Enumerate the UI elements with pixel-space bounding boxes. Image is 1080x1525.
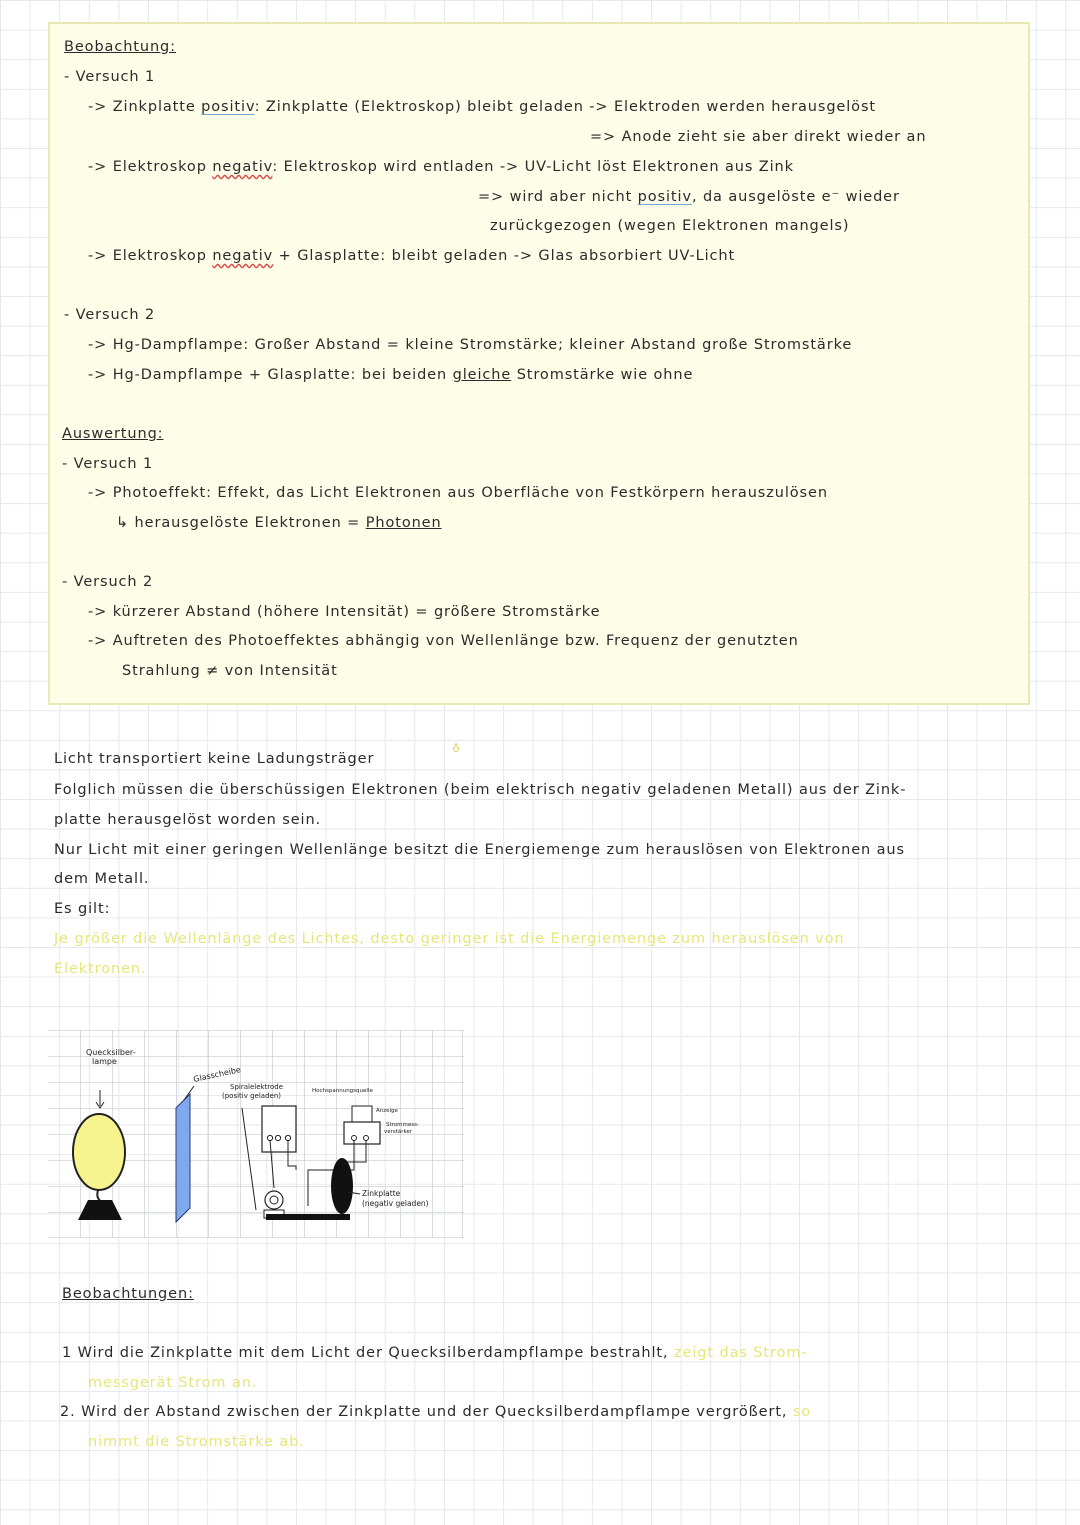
observation-text: Wird die Zinkplatte mit dem Licht der Quecksilberdampflampe bestrahlt, [77, 1345, 669, 1361]
text: , da ausgelöste e⁻ wieder [691, 189, 900, 205]
obs-v1-line6 [88, 247, 735, 265]
observation-text: Wird der Abstand zwischen der Zinkplatte und der Quecksilberdampflampe vergrößert, [81, 1404, 788, 1420]
experiment-sketch [48, 1030, 464, 1238]
lamp-label-1: Quecksilber- [86, 1048, 136, 1057]
lamp-neck [97, 1190, 100, 1200]
observation-text-yellow: zeigt das Strom- [674, 1345, 808, 1361]
rule-line-1: Je größer die Wellenlänge des Lichtes, desto geringer ist die Energiemenge zum herauslösen von [54, 931, 845, 947]
obs-versuch2-title: - Versuch 2 [64, 307, 156, 323]
text: -> Elektroskop [88, 248, 213, 264]
text: ↳ herausgelöste Elektronen = [116, 515, 366, 531]
text: : Elektroskop wird entladen -> UV-Licht löst Elektronen aus Zink [272, 159, 794, 175]
observation-2-cont: nimmt die Stromstärke ab. [88, 1434, 305, 1450]
highlighted-word: positiv [201, 99, 255, 115]
heading-observation: Beobachtung: [64, 39, 176, 55]
eval-versuch2-title: - Versuch 2 [62, 574, 154, 590]
text: -> Elektroskop [88, 159, 213, 175]
display-unit [352, 1106, 372, 1122]
lamp-label-2: lampe [92, 1057, 117, 1066]
eval-v2-line1: -> kürzerer Abstand (höhere Intensität) = größere Stromstärke [88, 604, 601, 620]
highlighted-word: gleiche [452, 367, 512, 383]
observation-2 [60, 1403, 811, 1421]
heading-evaluation: Auswertung: [62, 426, 164, 442]
spiral-electrode [265, 1191, 283, 1209]
eval-v1-line2 [116, 514, 442, 532]
obs-v1-line4 [478, 188, 900, 206]
observation-text-yellow: so [792, 1404, 812, 1420]
display-label: Anzeige [376, 1108, 398, 1114]
electrode-label-1: Spiralelektrode [230, 1083, 284, 1091]
glass-label: Glasscheibe [192, 1065, 242, 1084]
text: + Glasplatte: bleibt geladen -> Glas absorbiert UV-Licht [273, 248, 736, 264]
mercury-lamp-bulb [73, 1114, 125, 1190]
zinc-label-2: (negativ geladen) [362, 1199, 429, 1208]
text-line-5: dem Metall. [54, 871, 150, 887]
lightbulb-icon: ♁ [452, 742, 461, 755]
highlighted-word: positiv [637, 189, 692, 205]
zinc-label-1: Zinkplatte [362, 1189, 401, 1198]
electrode-lead [242, 1108, 256, 1210]
voltage-source-label: Hochspannungsquelle [312, 1088, 373, 1094]
zinc-plate [331, 1158, 353, 1214]
optical-bench [266, 1214, 350, 1220]
obs-v2-line1: -> Hg-Dampflampe: Großer Abstand = kleine Stromstärke; kleiner Abstand große Stromstärke [88, 337, 853, 353]
text-line-6: Es gilt: [54, 901, 111, 917]
observations-heading: Beobachtungen: [62, 1286, 194, 1302]
eval-versuch1-title: - Versuch 1 [62, 456, 154, 472]
obs-v2-line2 [88, 366, 693, 384]
observation-1-cont: messgerät Strom an. [88, 1375, 258, 1391]
high-voltage-source [262, 1106, 296, 1152]
obs-v1-line2: => Anode zieht sie aber direkt wieder an [590, 129, 927, 145]
text-line-2: Folglich müssen die überschüssigen Elektronen (beim elektrisch negativ geladenen Metall) aus der Zink- [54, 782, 907, 798]
text: -> Hg-Dampflampe + Glasplatte: bei beiden [88, 367, 453, 383]
text-line-3: platte herausgelöst worden sein. [54, 812, 322, 828]
text: => wird aber nicht [478, 189, 638, 205]
meter-label-2: verstärker [384, 1129, 413, 1135]
electrode-label-2: (positiv geladen) [222, 1092, 282, 1100]
eval-v2-line3: Strahlung ≠ von Intensität [122, 663, 338, 679]
highlighted-word: negativ [212, 159, 273, 175]
obs-v1-line3 [88, 158, 794, 176]
observation-1 [62, 1344, 807, 1362]
observation-number: 2. [60, 1404, 76, 1420]
meter-label-1: Strommess- [386, 1122, 419, 1128]
text-line-4: Nur Licht mit einer geringen Wellenlänge besitzt die Energiemenge zum herauslösen von Elektronen aus [54, 842, 905, 858]
highlighted-word: Photonen [365, 515, 442, 531]
text-line-1: Licht transportiert keine Ladungsträger [54, 751, 375, 767]
glass-pane [176, 1094, 190, 1222]
observation-number: 1 [62, 1345, 73, 1361]
lamp-base [78, 1200, 122, 1220]
text: Stromstärke wie ohne [511, 367, 694, 383]
obs-v1-line5: zurückgezogen (wegen Elektronen mangels) [490, 218, 850, 234]
current-amplifier [344, 1122, 380, 1144]
obs-v1-line1 [88, 98, 876, 116]
lamp-label-arrow [96, 1090, 104, 1108]
highlighted-word: negativ [212, 248, 274, 264]
obs-versuch1-title: - Versuch 1 [64, 69, 156, 85]
rule-line-2: Elektronen. [54, 961, 147, 977]
eval-v2-line2: -> Auftreten des Photoeffektes abhängig von Wellenlänge bzw. Frequenz der genutzten [88, 633, 799, 649]
text: -> Zinkplatte [88, 99, 202, 115]
text: : Zinkplatte (Elektroskop) bleibt geladen -> Elektroden werden herausgelöst [254, 99, 876, 115]
eval-v1-line1: -> Photoeffekt: Effekt, das Licht Elektronen aus Oberfläche von Festkörpern herauszulösen [88, 485, 828, 501]
